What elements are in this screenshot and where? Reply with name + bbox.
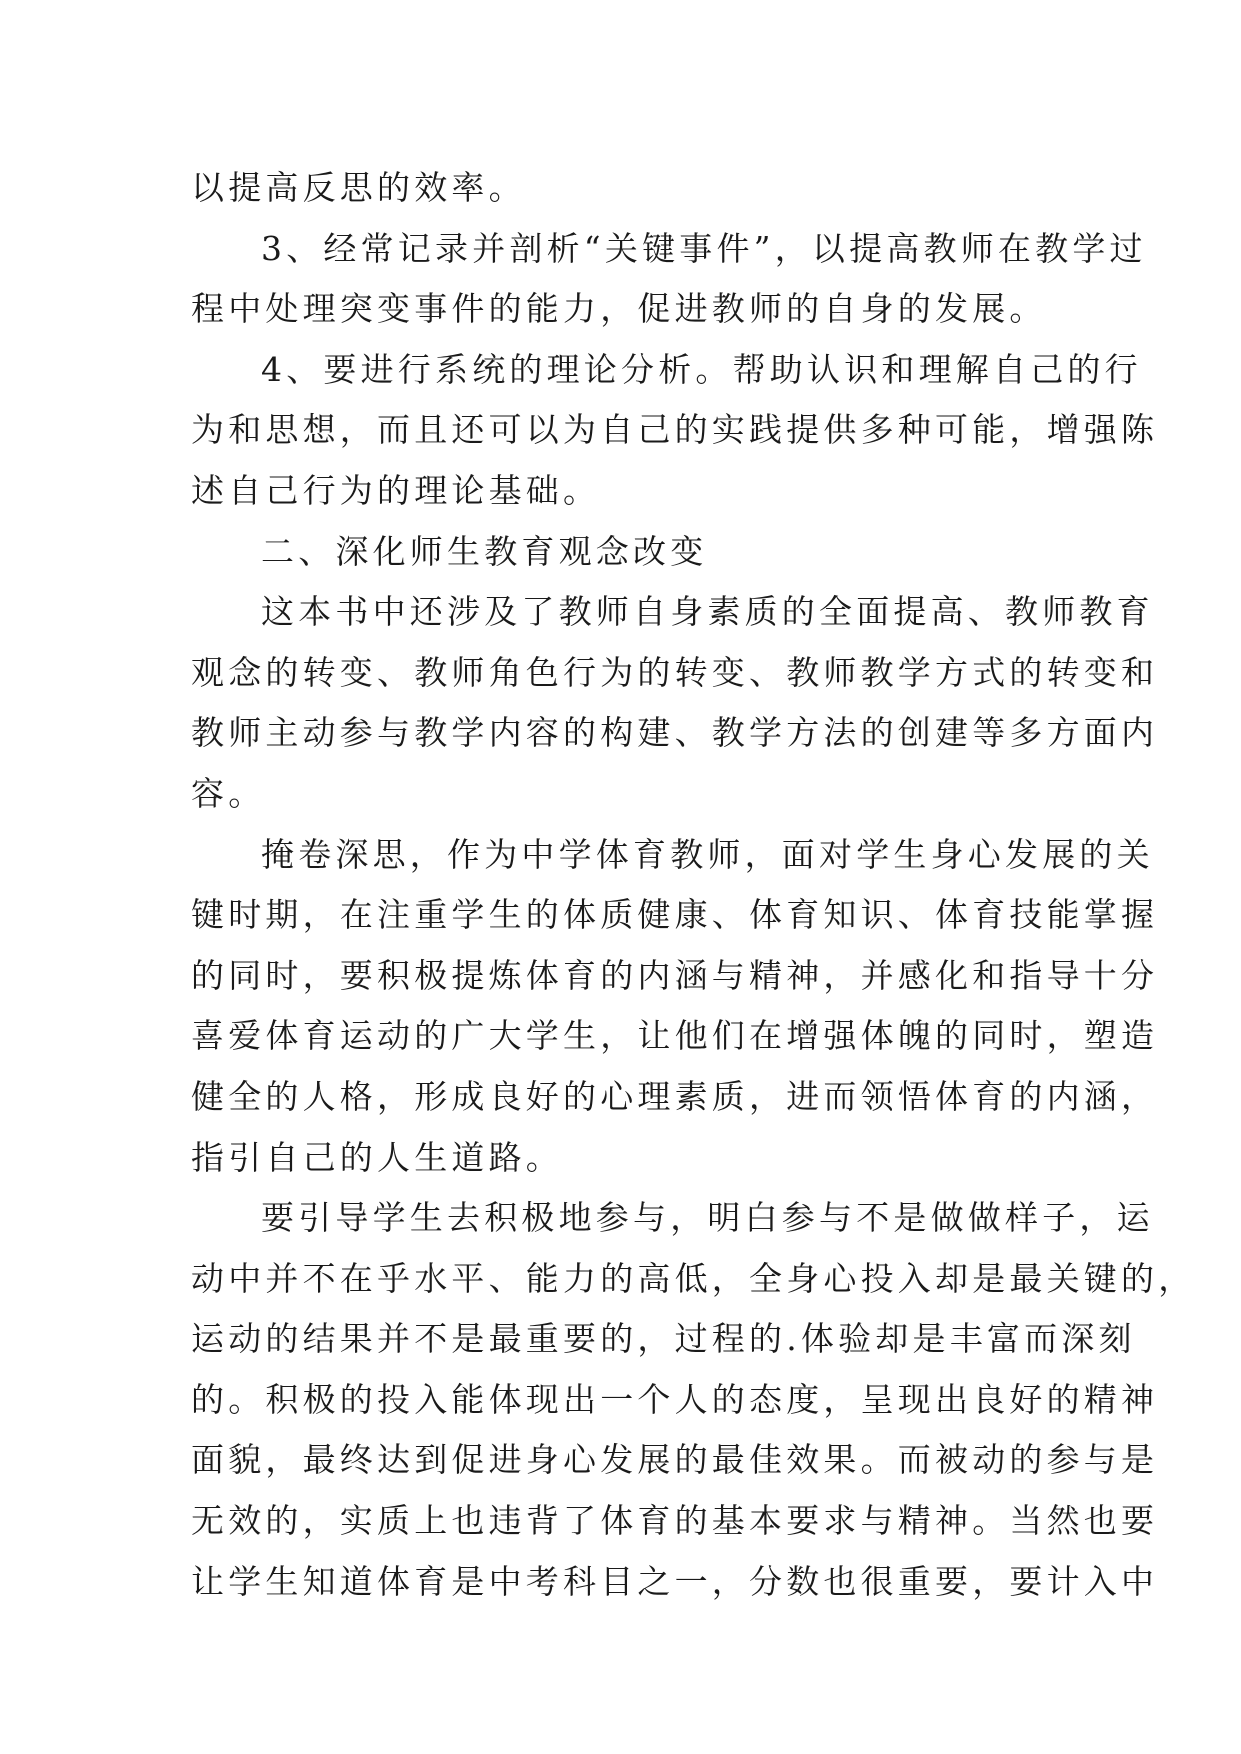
text-line: 运动的结果并不是最重要的，过程的.体验却是丰富而深刻 xyxy=(191,1319,1136,1359)
text-line: 掩卷深思，作为中学体育教师，面对学生身心发展的关 xyxy=(261,834,1154,874)
text-line: 无效的，实质上也违背了体育的基本要求与精神。当然也要 xyxy=(191,1501,1159,1541)
text-line: 以提高反思的效率。 xyxy=(191,168,526,207)
text-line: 教师主动参与教学内容的构建、教学方法的创建等多方面内 xyxy=(191,713,1159,753)
text-line: 动中并不在乎水平、能力的高低，全身心投入却是最关键的， xyxy=(191,1258,1196,1298)
text-line: 为和思想，而且还可以为自己的实践提供多种可能，增强陈 xyxy=(191,410,1159,450)
text-line: 程中处理突变事件的能力，促进教师的自身的发展。 xyxy=(191,289,1047,329)
text-line: 面貌，最终达到促进身心发展的最佳效果。而被动的参与是 xyxy=(191,1440,1159,1480)
text-line: 让学生知道体育是中考科目之一，分数也很重要，要计入中 xyxy=(191,1561,1159,1601)
text-line: 喜爱体育运动的广大学生，让他们在增强体魄的同时，塑造 xyxy=(191,1016,1159,1056)
document-body xyxy=(191,158,1196,1612)
text-line: 这本书中还涉及了教师自身素质的全面提高、教师教育 xyxy=(261,592,1154,632)
text-line: 健全的人格，形成良好的心理素质，进而领悟体育的内涵， xyxy=(191,1076,1159,1116)
text-line: 4、要进行系统的理论分析。帮助认识和理解自己的行 xyxy=(261,349,1142,389)
text-line: 指引自己的人生道路。 xyxy=(191,1137,563,1177)
text-line: 容。 xyxy=(191,773,266,813)
text-line: 的。积极的投入能体现出一个人的态度，呈现出良好的精神 xyxy=(191,1379,1159,1419)
text-line: 观念的转变、教师角色行为的转变、教师教学方式的转变和 xyxy=(191,652,1159,692)
text-line: 的同时，要积极提炼体育的内涵与精神，并感化和指导十分 xyxy=(191,955,1159,995)
text-line: 3、经常记录并剖析“关键事件”，以提高教师在教学过 xyxy=(261,228,1147,268)
text-line: 键时期，在注重学生的体质健康、体育知识、体育技能掌握 xyxy=(191,895,1159,935)
text-line: 述自己行为的理论基础。 xyxy=(191,470,601,510)
text-line: 要引导学生去积极地参与，明白参与不是做做样子，运 xyxy=(261,1198,1154,1238)
text-line: 二、深化师生教育观念改变 xyxy=(261,531,708,571)
